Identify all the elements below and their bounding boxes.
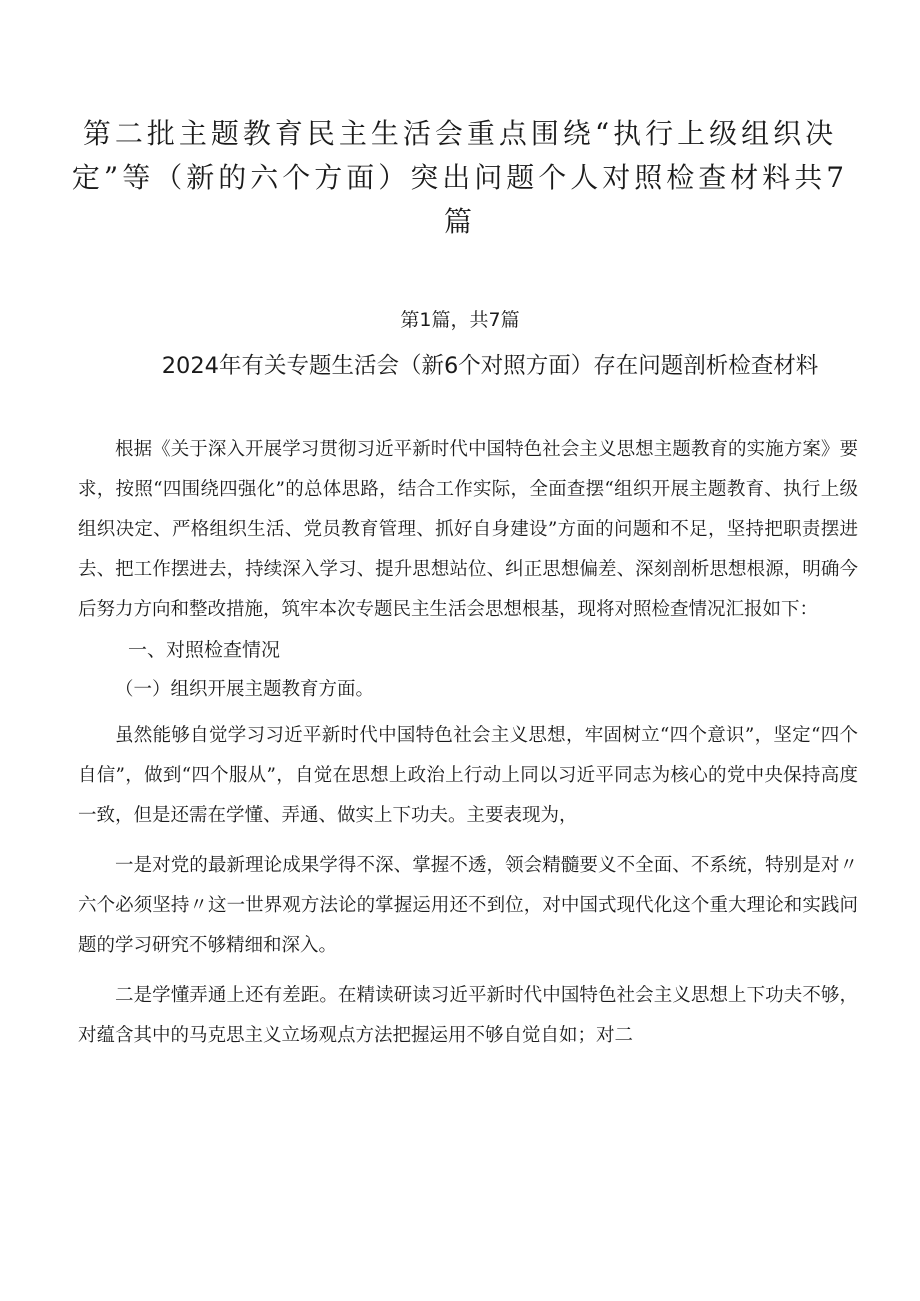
document-body [78,430,858,1056]
section-heading: 一、对照检查情况 [128,639,281,661]
body-paragraph: 二是学懂弄通上还有差距。在精读研读习近平新时代中国特色社会主义思想上下功夫不够，对蕴含其中的马克思主义立场观点方法把握运用不够自觉自如；对二 [78,985,858,1046]
intro-paragraph: 根据《关于深入开展学习贯彻习近平新时代中国特色社会主义思想主题教育的实施方案》要求，按照“四围绕四强化”的总体思路，结合工作实际，全面查摆“组织开展主题教育、执行上级组织决定、严格组织生活、党员教育管理、抓好自身建设”方面的问题和不足，坚持把职责摆进去、把工作摆进去，持续深入学习、提升思想站位、纠正思想偏差、深刻剖析思想根源，明确今后努力方向和整改措施，筑牢本次专题民主生活会思想根基，现将对照检查情况汇报如下： [78,439,858,620]
document-subtitle: 2024年有关专题生活会（新6个对照方面）存在问题剖析检查材料 [161,353,819,379]
body-paragraph: 一是对党的最新理论成果学得不深、掌握不透，领会精髓要义不全面、不系统，特别是对〃六个必须坚持〃这一世界观方法论的掌握运用还不到位，对中国式现代化这个重大理论和实践问题的学习研究不够精细和深入。 [78,855,858,956]
part-label: 第1篇，共7篇 [400,309,520,331]
subsection-heading: （一）组织开展主题教育方面。 [115,679,375,700]
body-paragraph: 虽然能够自觉学习习近平新时代中国特色社会主义思想，牢固树立“四个意识”，坚定“四个自信”，做到“四个服从”，自觉在思想上政治上行动上同以习近平同志为核心的党中央保持高度一致，但是还需在学懂、弄通、做实上下功夫。主要表现为， [78,725,858,826]
document-title: 第二批主题教育民主生活会重点围绕“执行上级组织决定”等（新的六个方面）突出问题个人对照检查材料共7篇 [71,117,849,238]
